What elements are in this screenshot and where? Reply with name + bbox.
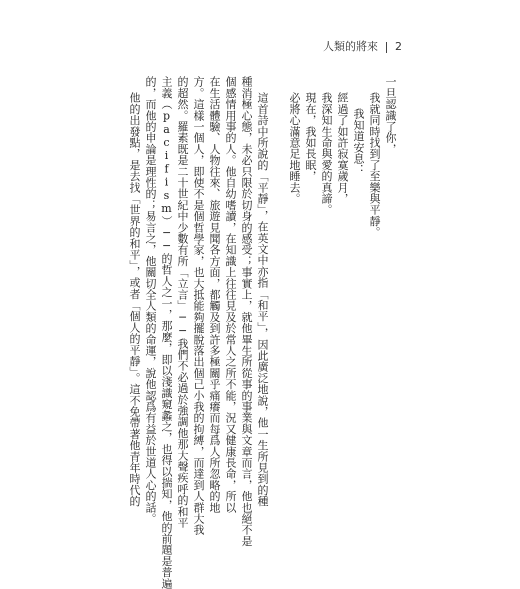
running-header bbox=[323, 40, 402, 54]
body-line: 的，而他的申論是理性的；易言之，他關切全人類的命運，說他認爲有益於世道人心的話。 bbox=[144, 76, 157, 524]
body-line: 方。這樣一個人，即使不是個哲學家，也大抵能夠擺脫落出個己小我的拘縛，而達到人群大我 bbox=[192, 76, 205, 536]
poem-line: 我就同時找到了至樂與平靜。 bbox=[368, 92, 381, 238]
body-line: 的超然。羅素既是二十世紀中少數有所「立言」──我們不必過於強調他那大聲疾呼的和平 bbox=[176, 76, 189, 528]
poem-line: 必將心滿意足地睡去。 bbox=[288, 92, 301, 204]
poem-line: 我知道安息： bbox=[352, 108, 365, 176]
book-title: 人類的將來 bbox=[323, 40, 378, 53]
poem-line: 一旦認識了你， bbox=[384, 76, 397, 155]
body-line: 種消極心態，未必只限於切身的感受；事實上，就他畢生所從事的事業與文章而言，他也絕不是 bbox=[240, 76, 253, 547]
body-line: 主義（pacifism）──的哲人之一，那麼，即以淺識窺蠡之，也得以揣知，他的前題是普遍 bbox=[160, 76, 173, 589]
header-divider bbox=[386, 42, 387, 53]
body-line: 他的出發點，是去找「世界的和平」，或者「個人的平靜」。這不免帶著他青年時代的 bbox=[128, 92, 141, 507]
body-line: 在生活體驗、人物往來、旅遊見聞各方面，都觸及到許多極關乎痛癢而每爲人所忽略的地 bbox=[208, 76, 221, 513]
page-number: 2 bbox=[395, 40, 402, 53]
body-line: 個感情用事的人。他自幼嗜讀，在知識上往往見及於常人之所不能，況又健康長命，所以 bbox=[224, 76, 237, 513]
poem-line: 現在，我如長眠， bbox=[304, 92, 317, 182]
body-line: 這首詩中所說的「平靜」，在英文中亦指「和平」，因此廣泛地說，他一生所見到的種 bbox=[256, 92, 269, 507]
poem-line: 我深知生命與愛的真諦。 bbox=[320, 92, 333, 216]
poem-line: 經過了如許寂寞歲月， bbox=[336, 92, 349, 204]
